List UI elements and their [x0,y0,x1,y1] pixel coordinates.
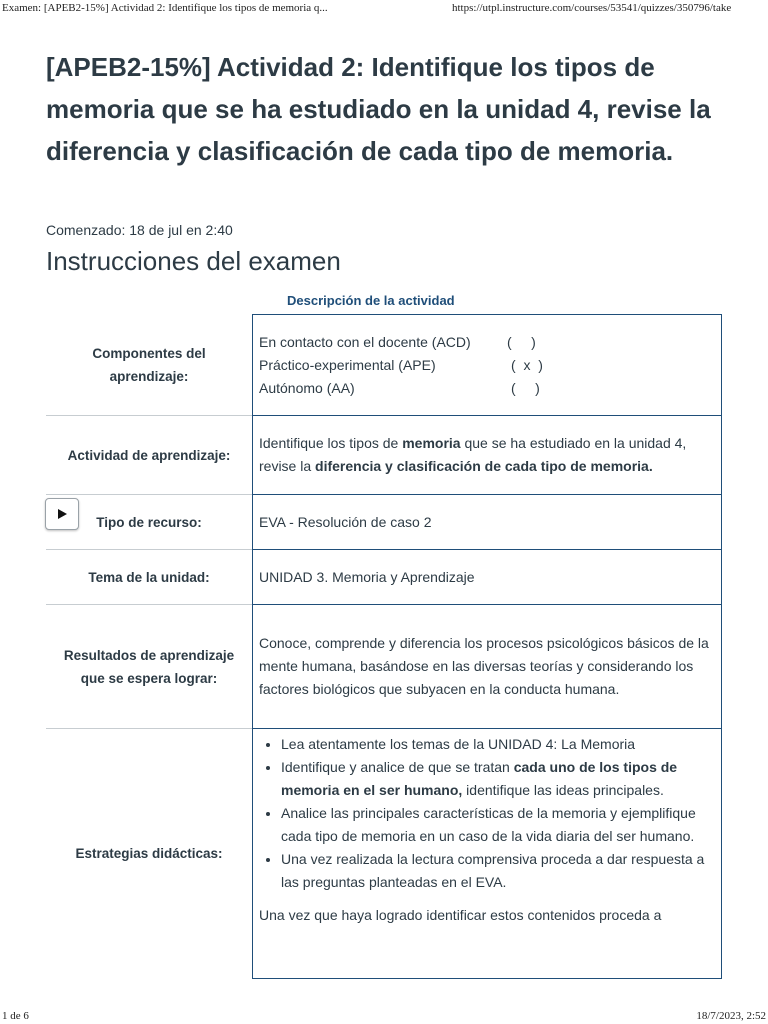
list-item: • Identifique y analice de que se tratan cada uno de los tipos de memoria en el ser humano, identifique las ideas principales. [281,756,715,802]
instructions-heading: Instrucciones del examen [46,246,341,276]
table-row [46,729,722,979]
play-icon [57,509,67,519]
page-number: 1 de 6 [2,1010,29,1022]
table-row [46,605,722,729]
list-item: • Lea atentamente los temas de la UNIDAD 4: La Memoria [281,733,715,756]
unit-value: UNIDAD 3. Memoria y Aprendizaje [253,550,722,605]
quiz-title: [APEB2-15%] Actividad 2: Identifique los tipos de memoria que se ha estudiado en la unidad 4, revise la diferencia y clasificación de cada tipo de memoria. [46,52,711,166]
list-item: • Analice las principales características de la memoria y ejemplifique cada tipo de memoria en un caso de la vida diaria del ser humano. [281,802,715,848]
table-row [46,416,722,495]
component-item: En contacto con el docente (ACD) ( ) [259,333,536,350]
components-label: Componentes del aprendizaje: [92,345,206,384]
started-timestamp: Comenzado: 18 de jul en 2:40 [46,222,233,238]
play-button[interactable] [45,498,79,530]
activity-description-table [46,314,722,979]
strategies-tail: Una vez que haya logrado identificar estos contenidos proceda a [259,907,662,923]
print-footer [0,1004,768,1024]
table-row [46,495,722,550]
strategies-value [253,729,722,979]
activity-value: Identifique los tipos de memoria que se ha estudiado en la unidad 4, revise la diferencia y clasificación de cada tipo de memoria. [253,416,722,495]
unit-label: Tema de la unidad: [46,550,253,605]
table-caption: Descripción de la actividad [287,293,455,308]
print-datetime: 18/7/2023, 2:52 [696,1010,766,1022]
resource-label: Tipo de recurso: [46,495,253,550]
activity-label: Actividad de aprendizaje: [46,416,253,495]
list-item: • Una vez realizada la lectura comprensiva proceda a dar respuesta a las preguntas planteadas en el EVA. [281,848,715,894]
table-row [46,315,722,416]
component-item: Práctico-experimental (APE) ( x ) [259,356,543,373]
print-header-url: https://utpl.instructure.com/courses/53541/quizzes/350796/take [452,2,732,14]
components-value [253,315,722,416]
print-header [0,0,768,18]
outcomes-value: Conoce, comprende y diferencia los procesos psicológicos básicos de la mente humana, basándose en las diversas teorías y considerando los factores biológicos que subyacen en la conducta humana. [253,605,722,729]
print-header-title: Examen: [APEB2-15%] Actividad 2: Identifique los tipos de memoria q... [2,2,328,14]
table-row [46,550,722,605]
resource-value: EVA - Resolución de caso 2 [253,495,722,550]
outcomes-label: Resultados de aprendizaje que se espera lograr: [46,605,253,729]
strategies-label: Estrategias didácticas: [46,729,253,979]
strategies-list [259,733,715,894]
component-item: Autónomo (AA) ( ) [259,379,540,396]
